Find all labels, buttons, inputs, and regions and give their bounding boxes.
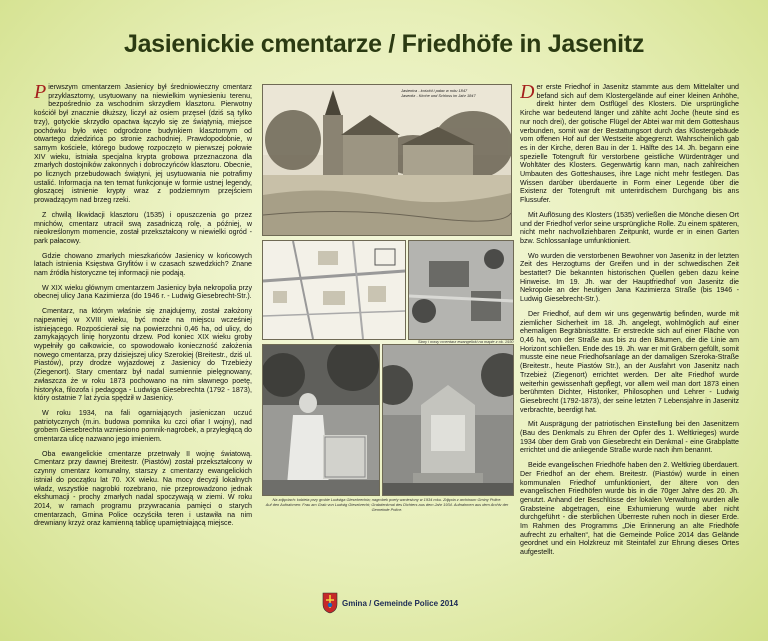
top-image-caption: Jasienica - kościół i pałac w roku 1847 Jasenitz - Kirche und Schloss im Jahr 1847 (401, 88, 476, 98)
footer (322, 592, 472, 620)
woman-at-grave-photo (262, 344, 380, 496)
church-engraving-drawing (263, 85, 511, 235)
left-paragraph-2: Z chwilą likwidacji klasztoru (1535) i opuszczenia go przez mnichów, cmentarz utracił swą zasadniczą rolę, a później, w nieokreślonym momencie, został przekształcony w niewielki ogród - park pałacowy. (34, 210, 252, 245)
bottom-images-caption: Na zdjęciach: kobieta przy grobie Ludwiga Giesebrechta; nagrobek poety wzniesiony w 1934 roku. Zdjęcia z archiwum Gminy Police. Auf den Aufnahmen: Frau am Grab von Ludwig Giesebrecht; Grabdenkmal des Dichters aus dem Jahr 1934. Aufnahmen aus dem Archiv der Gemeinde Police. (265, 497, 509, 512)
drop-cap-right: D (520, 83, 535, 103)
monument-photo (382, 344, 514, 496)
right-paragraph-2: Mit Auflösung des Klosters (1535) verließen die Mönche diesen Ort und der Friedhof verlor seine ursprüngliche Rolle. Zu einem späteren, nicht mehr nachvollziehbaren Zeitpunkt, wurde er in einen Garten bzw. Schlossanlage umfunktioniert. (520, 210, 739, 245)
right-paragraph-5: Mit Ausprägung der patriotischen Einstellung bei den Jasenitzern (Bau des Denkmals zu Ehren der Opfer des 1. Weltkrieges) wurde 1934 über dem Grab von Giesebrecht ein Denkmal - eine Grabplatte errichtet und die anliegende Straße wurde nach ihm benannt. (520, 420, 739, 455)
map-caption: Stary i nowy cmentarz ewangelicki na mapie z ok. 1930 (418, 339, 514, 344)
left-paragraph-6: W roku 1934, na fali ogarniających jasieniczan uczuć patriotycznych (m.in. budowa pomnika ku czci ofiar I wojny), nad grobem Giesebrechta wzniesiono pomnik-nagrobek, a przyległącą do cmentarza ulicę nazwano jego imieniem. (34, 408, 252, 444)
right-paragraph-6: Beide evangelischen Friedhöfe haben den 2. Weltkrieg überdauert. Der Friedhof an der ehem. Breitestr. (Piastów) wurde in einen kommunalen Friedhof umfunktioniert, der ältere von den evangelischen Friedhöfen wurde bis in die 70ger Jahre des 20. Jh. genutzt. Anhand der Beschlüsse der lokalen Verwaltung wurden alle Grabsteine abgetragen, eine Exhumierung wurde aber nicht durchgeführt - die sterblichen Überreste ruhen noch in dieser Erde. Im Rahmen des Programms „Die Erinnerung an alte Friedhöfe aufrecht zu erhalten“, hat die Gemeinde Police 2014 das Gelände geordnet und ein Holzkreuz mit Steintafel zur Ehrung dieses Ortes aufgestellt. (520, 461, 739, 557)
right-paragraph-4: Der Friedhof, auf dem wir uns gegenwärtig befinden, wurde mit ziemlicher Sicherheit im 18. Jh. angelegt, wohlmöglich auf einer ehemaligen Begräbnisstätte. Er erstreckte sich auf einer Fläche von 0,46 ha, von der Straße aus bis zu den Bäumen, die die Linie am Horizont schließen. Ende des 19. Jh. war er mit Gräbern gefüllt, somit musste eine neue Friedhofsanlage an der damaligen Szeroka-Straße (Breitestr., heute Piastów Str.), an der Ausfahrt von Jasenitz nach Trzebież (Ziegenort) errichtet werden. Der alte Friedhof wurde weiterhin gewissenhaft gepflegt, vor allem weil man dort 1873 einen berühmten Dichter, Historiker, Philosophen und Lehrer - Ludwig Giesebrecht (1792-1873), der seine letzten 7 Lebensjahre in Jasenitz verbrachte, beerdigt hat. (520, 309, 739, 414)
left-paragraph-5: Cmentarz, na którym właśnie się znajdujemy, został założony najpewniej w XVIII wieku, być może na miejscu wcześniej istniejącego. Rozpościerał się na powierzchni 0,46 ha, od ulicy, do zamykających linię horyzontu drzew. Pod koniec XIX wieku groby wypełniły go całkowicie, co spowodowało konieczność założenia nowego cmentarza, przy dzisiejszej ulicy Szerokiej (Breitestr., dziś ul. Piastów), przy drodze wyjazdowej z Jasienicy do Trzebieży (Ziegenort). Stary cmentarz był nadal sumiennie pielęgnowany, zwłaszcza że w roku 1873 pochowano na nim sławnego poetę, historyka, filozofa i pedagoga - Ludwiga Giesebrechta (1792 - 1873), który ostatnie 7 lat życia spędził w Jasienicy. (34, 307, 252, 403)
police-coat-of-arms-icon (322, 592, 338, 614)
monument-drawing (383, 345, 513, 495)
right-paragraph-1: Der erste Friedhof in Jasenitz stammte aus dem Mittelalter und befand sich auf dem Klostergelände auf einer kleinen Anhöhe, direkt hinter dem Ostflügel des Klosters. Die ursprüngliche Kirche war bedeutend länger und zählte acht Joche (heute sind es nur noch drei), der gotische Flügel der Abtei war mit dem Gotteshaus verbunden, somit war der Bestattungsort durch das Klostergebäude vom offenen Hof auf der Westseite abgegrenzt. Wahrscheinlich gab es in der Kirche, deren Bau in der 1. Hälfte des 14. Jh. begann eine spezielle Totengruft für verstorbene geistliche Würdenträger und Wohltäter des Klosters. Gegenwärtig kann man, nach zahlreichen Umbauten des Gotteshauses, ihre Lage nicht mehr festlegen. Das Wissen darüber überdauerte in Form einer Legende über die Existenz der Totengruft mit unterirdischem Durchgang bis ans Flussufer. (520, 83, 739, 205)
aerial-photo-image (408, 240, 514, 340)
left-text-column (34, 83, 252, 633)
cemetery-map-image (262, 240, 406, 340)
left-paragraph-4: W XIX wieku głównym cmentarzem Jasienicy była nekropolia przy obecnej ulicy Jana Kazimierza (do 1946 r. - Ludwig Giesebrecht-Str.). (34, 283, 252, 301)
aerial-photo-drawing (409, 241, 513, 339)
church-engraving-image (262, 84, 512, 236)
footer-label: Gmina / Gemeinde Police 2014 (342, 599, 459, 608)
woman-at-grave-drawing (263, 345, 379, 495)
cemetery-map-drawing (263, 241, 405, 339)
right-text-column (520, 83, 739, 633)
page-title: Jasienickie cmentarze / Friedhöfe in Jasenitz (123, 30, 645, 58)
right-paragraph-3: Wo wurden die verstorbenen Bewohner von Jasenitz in der letzten Zeit des Herzogtums der Greifen und in der schwedischen Zeit bestattet? Die bekannten historischen Quellen geben dazu keine Hinweise. Im 19. Jh. war der Hauptfriedhof von Jasenitz die Nekropole an der heutigen Jana Kazimierza Straße (bis 1946 - Ludwig Giesebrecht-Str.). (520, 251, 739, 304)
left-paragraph-3: Gdzie chowano zmarłych mieszkańców Jasienicy w końcowych latach istnienia Księstwa Gryfitów i w czasach szwedzkich? Znane nam źródła historyczne tej informacji nie podają. (34, 251, 252, 278)
left-paragraph-7: Oba ewangelickie cmentarze przetrwały II wojnę światową. Cmentarz przy dawnej Breitestr. (Piastów) został przekształcony w czynny cmentarz komunalny, starszy z cmentarzy ewangelickich istniał do początku lat 70. XX wieku. Na mocy decyzji lokalnych władz, wszystkie nagrobki rozebrano, nie przeprowadzono jednak ekshumacji - prochy zmarłych nadal spoczywają w ziemi. W roku 2014, w ramach programu przywracania pamięci o starych cmentarzach, Gmina Police oczyściła teren i ustawiła na nim drewniany krzyż oraz kamienną tablicę upamiętniającą miejsce. (34, 449, 252, 528)
drop-cap-left: P (34, 83, 47, 103)
left-paragraph-1: Pierwszym cmentarzem Jasienicy był średniowieczny cmentarz przyklasztorny, usytuowany na niewielkim wyniesieniu terenu, bezpośrednio za wschodnim skrzydłem klasztoru. Pierwotny kościół był znacznie dłuższy, liczył aż osiem przęseł (dziś są tylko trzy), gotyckie skrzydło opactwa łączyło się ze świątynią, miejsce pochówku było więc odgrodzone budynkiem klasztornym od otwartego dziedzińca po stronie zachodniej. Prawdopodobnie, w samym kościele, którego budowę rozpoczęto w pierwszej połowie XIV wieku, istniała specjalna krypta grobowa przeznaczona dla zmarłych dostojników zakonnych i dobroczyńców klasztoru. Obecnie, po licznych przebudowach świątyni, jej usytuowania nie potrafimy ustalić. Informacja na ten temat funkcjonuje w formie ustnej legendy, głoszącej istnienie krypty wraz z podziemnym przejściem prowadzącym nad brzeg rzeki. (34, 83, 252, 205)
